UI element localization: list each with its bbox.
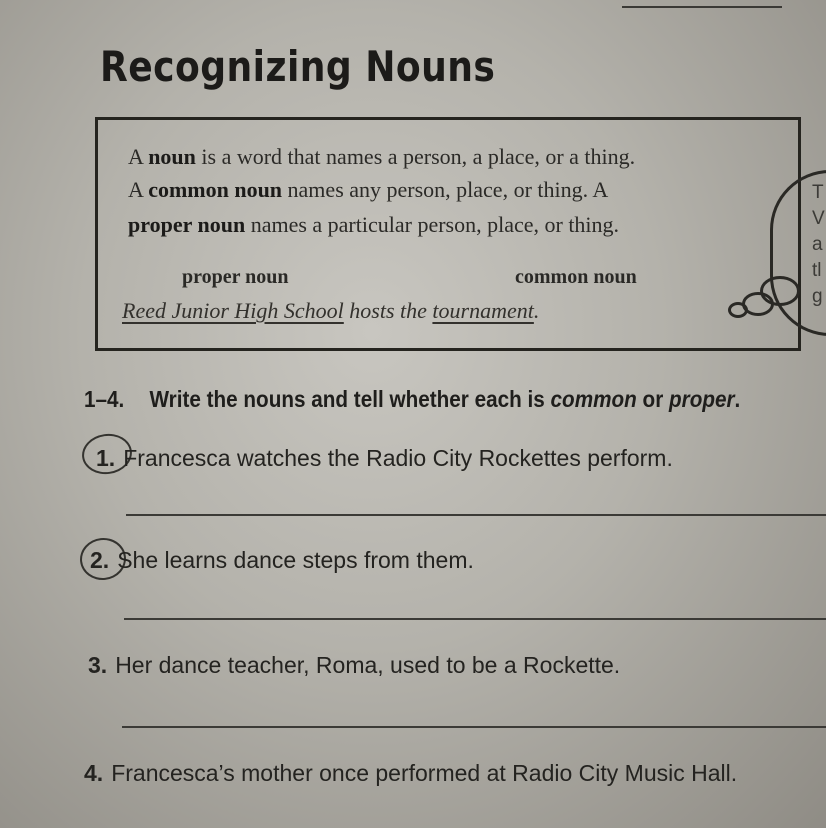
example-sentence: Reed Junior High School hosts the tournament. [122,298,540,323]
definition-line-3: proper noun names a particular person, place, or thing. [128,212,620,237]
proper-noun-term: proper noun [128,212,246,237]
definition-line-2: A common noun names any person, place, or thing. A [128,177,609,202]
example-label-common: common noun [515,266,637,288]
name-date-rule [622,6,782,8]
question-2: 2. She learns dance steps from them. [90,547,474,573]
example-proper-noun: Reed Junior High School [122,298,344,323]
question-4: 4. Francesca’s mother once performed at Radio City Music Hall. [84,760,738,786]
directions: 1–4. Write the nouns and tell whether each is common or proper. [84,386,741,412]
cutoff-bubble-text: T V a tl g [812,182,825,307]
answer-line-1[interactable] [126,514,826,516]
example-label-proper: proper noun [182,266,289,288]
question-3: 3. Her dance teacher, Roma, used to be a Rockette. [88,652,621,678]
definition-box [95,117,801,351]
common-noun-term: common noun [148,177,283,202]
noun-term: noun [148,144,196,169]
page-title: Recognizing Nouns [100,42,496,91]
question-1: 1. Francesca watches the Radio City Rockettes perform. [96,445,673,471]
thought-bubble-dot-large [760,276,800,306]
answer-line-2[interactable] [124,618,826,620]
example-common-noun: tournament [432,298,534,323]
directions-number: 1–4. [84,386,125,412]
definition-line-1: A noun is a word that names a person, a place, or a thing. [128,144,636,169]
answer-line-3[interactable] [122,726,826,728]
